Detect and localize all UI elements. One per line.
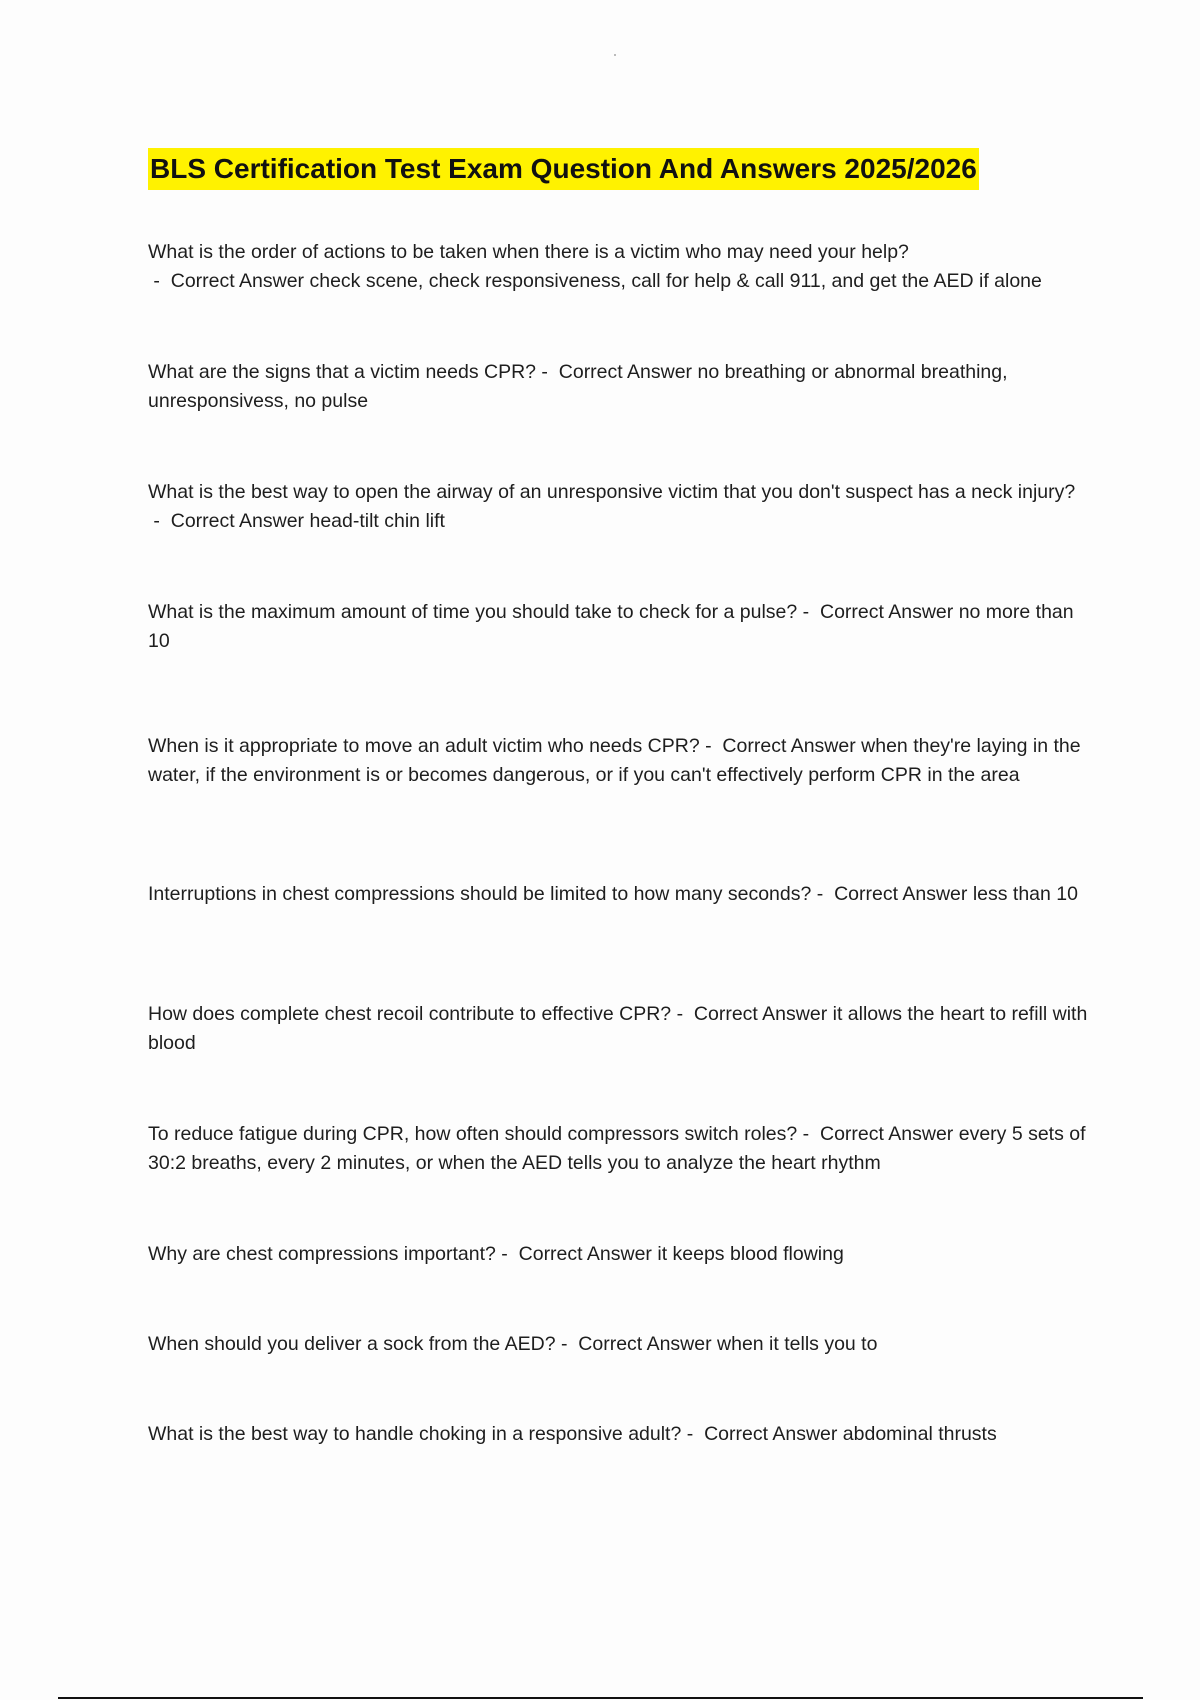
answer-text: abdominal thrusts <box>842 1423 997 1445</box>
qa-item-2 <box>148 358 1088 416</box>
answer-marker: - Correct Answer <box>797 601 959 623</box>
answer-marker: - Correct Answer <box>797 1123 959 1145</box>
answer-marker: - Correct Answer <box>671 1003 833 1025</box>
qa-item-8 <box>148 1120 1088 1178</box>
answer-marker: - Correct Answer <box>536 361 698 383</box>
qa-item-7 <box>148 1000 1088 1058</box>
answer-marker: - Correct Answer <box>495 1243 658 1265</box>
question-text: When is it appropriate to move an adult victim who needs CPR? <box>148 735 700 757</box>
answer-text: when it tells you to <box>717 1333 878 1355</box>
answer-text: every 5 sets of 30:2 breaths, every 2 minutes, or when the AED tells you to analyze the heart rhythm <box>148 1123 1086 1174</box>
qa-item-3 <box>148 478 1088 536</box>
answer-marker: - Correct Answer <box>681 1423 843 1445</box>
question-text: What are the signs that a victim needs CPR? <box>148 361 537 383</box>
qa-item-4 <box>148 598 1088 656</box>
qa-item-10 <box>148 1330 1088 1359</box>
question-text: What is the best way to handle choking in a responsive adult? <box>148 1423 682 1445</box>
answer-text: check scene, check responsiveness, call for help & call 911, and get the AED if alone <box>309 270 1042 292</box>
question-text: To reduce fatigue during CPR, how often should compressors switch roles? <box>148 1123 798 1145</box>
question-text: What is the best way to open the airway of an unresponsive victim that you don't suspect has a neck injury? <box>148 481 1076 503</box>
answer-marker: - Correct Answer <box>148 510 310 532</box>
bottom-divider <box>58 1697 1143 1699</box>
qa-item-11 <box>148 1420 1088 1449</box>
answer-marker: - Correct Answer <box>148 270 310 292</box>
answer-text: when they're laying in the water, if the environment is or becomes dangerous, or if you can't effectively perform CPR in the area <box>148 735 1081 786</box>
answer-marker: - Correct Answer <box>555 1333 718 1355</box>
answer-text: head-tilt chin lift <box>309 510 445 532</box>
answer-text: less than 10 <box>972 883 1078 905</box>
page-title: BLS Certification Test Exam Question And Answers 2025/2026 <box>148 148 979 190</box>
question-text: How does complete chest recoil contribute to effective CPR? <box>148 1003 672 1025</box>
question-text: When should you deliver a sock from the AED? <box>148 1333 556 1355</box>
answer-marker: - Correct Answer <box>699 735 862 757</box>
qa-item-1 <box>148 238 1088 296</box>
question-text: What is the order of actions to be taken when there is a victim who may need your help? <box>148 241 909 263</box>
question-text: Why are chest compressions important? <box>148 1243 496 1265</box>
qa-item-9 <box>148 1240 1088 1269</box>
answer-marker: - Correct Answer <box>811 883 973 905</box>
question-text: Interruptions in chest compressions should be limited to how many seconds? <box>148 883 812 905</box>
qa-item-5 <box>148 732 1088 790</box>
scan-speck <box>614 54 616 56</box>
answer-text: it keeps blood flowing <box>657 1243 844 1265</box>
answer-text: no breathing or abnormal breathing, unresponsivess, no pulse <box>148 361 1008 412</box>
qa-item-6 <box>148 880 1088 909</box>
answer-text: it allows the heart to refill with blood <box>148 1003 1088 1054</box>
question-text: What is the maximum amount of time you should take to check for a pulse? <box>148 601 798 623</box>
answer-text: no more than 10 <box>148 601 1074 652</box>
